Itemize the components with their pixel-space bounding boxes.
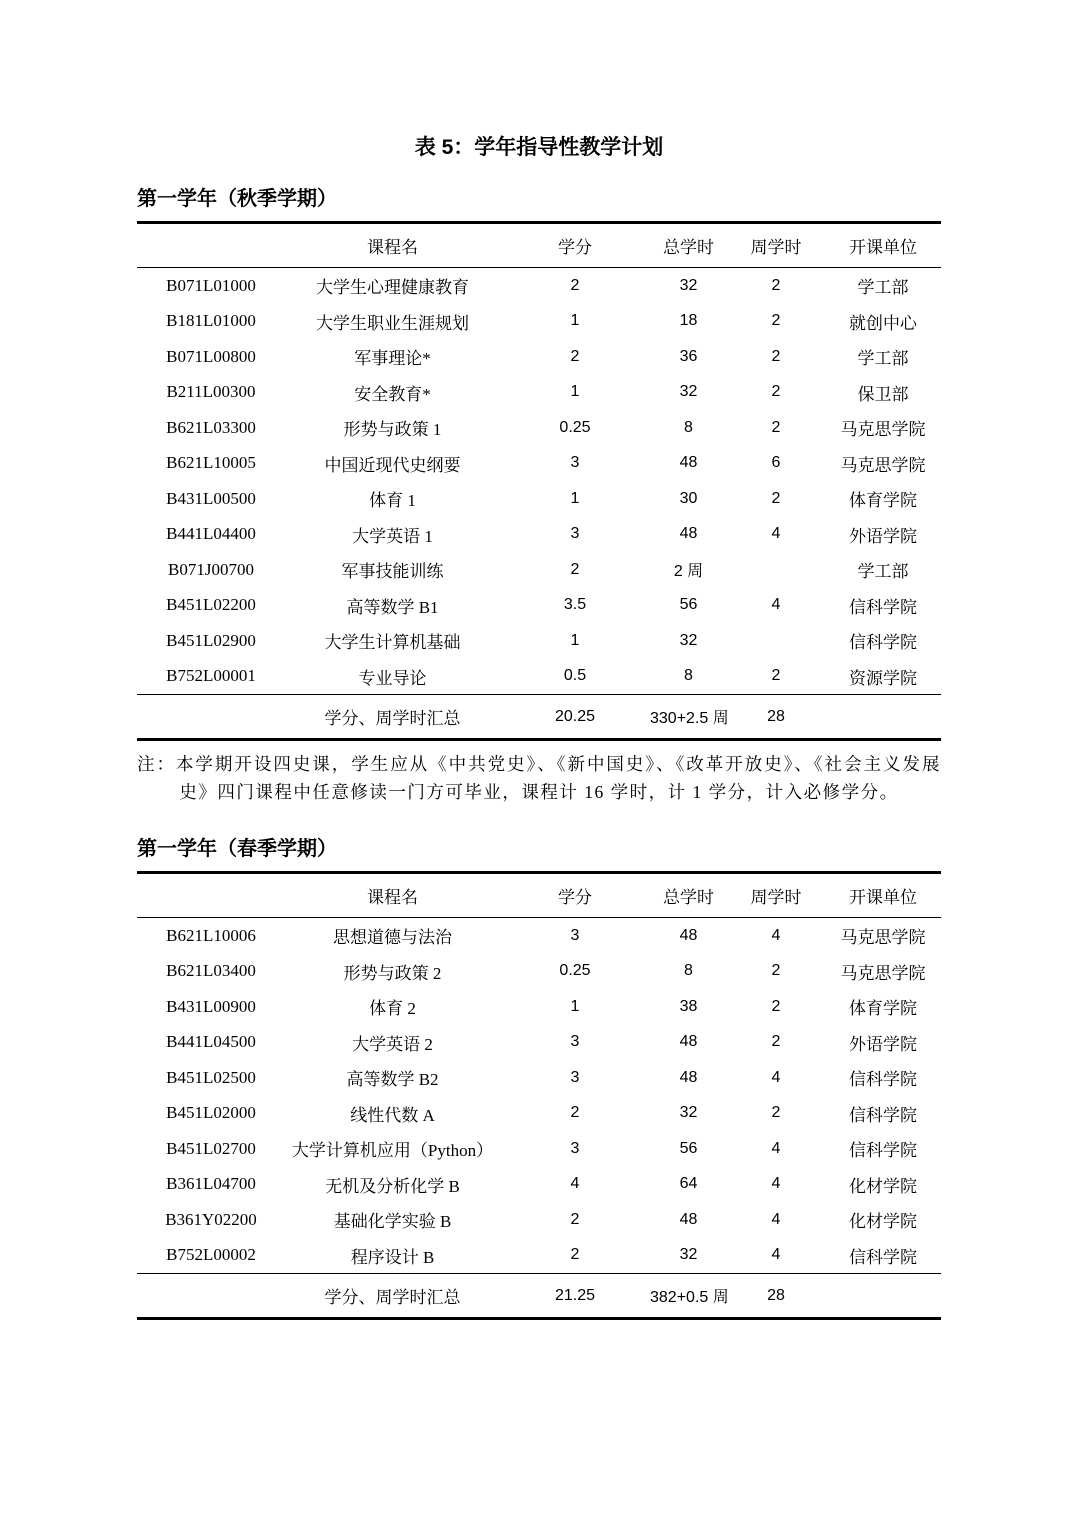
summary-weekly-hours: 28 [727, 695, 825, 740]
cell-weekly-hours: 2 [771, 1033, 781, 1051]
cell-course-name: 大学英语 1 [352, 526, 433, 546]
cell-total-hours: 32 [679, 276, 698, 294]
cell-course-name: 专业导论 [358, 668, 427, 688]
cell-unit: 马克思学院 [840, 928, 926, 948]
cell-credits: 4 [570, 1175, 580, 1193]
cell-credits: 1 [570, 631, 580, 649]
cell-course-name: 程序设计 B [350, 1247, 435, 1267]
summary-total-hours: 330+2.5 周 [650, 695, 727, 740]
course-row [137, 446, 941, 482]
cell-weekly-hours: 4 [771, 525, 781, 543]
summary-row [137, 695, 941, 740]
course-row [137, 954, 941, 990]
cell-unit: 信科学院 [849, 633, 917, 653]
cell-total-hours: 48 [679, 1033, 698, 1051]
course-row [137, 1167, 941, 1203]
course-row [137, 517, 941, 553]
cell-weekly-hours: 6 [771, 454, 781, 472]
cell-course-name: 大学生职业生涯规划 [316, 313, 469, 333]
col-header-unit: 开课单位 [825, 873, 941, 918]
cell-course-name: 基础化学实验 B [333, 1212, 452, 1232]
cell-total-hours: 8 [684, 667, 693, 685]
cell-course-name: 大学生计算机基础 [324, 633, 461, 653]
cell-course-name: 大学计算机应用（Python） [291, 1141, 494, 1161]
cell-weekly-hours: 4 [771, 596, 781, 614]
cell-course-name: 体育 2 [369, 999, 416, 1019]
cell-unit: 信科学院 [849, 1105, 917, 1125]
cell-unit: 学工部 [857, 562, 909, 582]
cell-weekly-hours: 2 [771, 962, 781, 980]
cell-credits: 3 [570, 926, 580, 944]
cell-weekly-hours: 2 [771, 1104, 781, 1122]
cell-weekly-hours: 2 [771, 276, 781, 294]
cell-credits: 2 [570, 1210, 580, 1228]
note-text: 注：本学期开设四史课，学生应从《中共党史》、《新中国史》、《改革开放史》、《社会主义发展史》四门课程中任意修读一门方可毕业，课程计 16 学时，计 1 学分，计入必修学分。 [137, 754, 941, 802]
cell-credits: 3 [570, 1139, 580, 1157]
course-row [137, 1025, 941, 1061]
cell-course-name: 无机及分析化学 B [325, 1176, 460, 1196]
cell-course-code: B441L04400 [166, 524, 256, 544]
document-content [137, 0, 941, 1320]
cell-weekly-hours [727, 623, 825, 659]
col-header-weekly-hours: 周学时 [727, 223, 825, 268]
cell-course-name: 军事技能训练 [341, 562, 444, 582]
cell-course-code: B071J00700 [168, 559, 254, 579]
cell-credits: 1 [570, 997, 580, 1015]
table-header-row [137, 223, 941, 268]
cell-total-hours: 48 [679, 1210, 698, 1228]
col-header-course-name: 课程名 [285, 873, 500, 918]
spring-semester-table [137, 871, 941, 1320]
summary-label: 学分、周学时汇总 [285, 695, 500, 740]
summary-empty-cell [825, 1274, 941, 1319]
cell-total-hours: 64 [679, 1175, 698, 1193]
cell-total-hours: 38 [679, 997, 698, 1015]
cell-course-name: 高等数学 B2 [346, 1070, 439, 1090]
cell-credits: 0.25 [559, 962, 591, 980]
summary-empty-cell [137, 695, 285, 740]
cell-unit: 马克思学院 [840, 963, 926, 983]
col-header-credits: 学分 [500, 873, 650, 918]
summary-empty-cell [137, 1274, 285, 1319]
cell-course-name: 安全教育* [354, 384, 431, 404]
cell-weekly-hours: 2 [771, 312, 781, 330]
course-row [137, 410, 941, 446]
col-header-course-name: 课程名 [285, 223, 500, 268]
summary-label: 学分、周学时汇总 [285, 1274, 500, 1319]
cell-unit: 马克思学院 [840, 455, 926, 475]
cell-course-code: B621L10005 [166, 453, 256, 473]
cell-credits: 3 [570, 1068, 580, 1086]
cell-weekly-hours [727, 552, 825, 588]
cell-weekly-hours: 4 [771, 926, 781, 944]
cell-course-code: B621L03400 [166, 961, 256, 981]
col-header-unit: 开课单位 [825, 223, 941, 268]
course-row [137, 1096, 941, 1132]
cell-total-hours: 8 [684, 962, 693, 980]
cell-credits: 2 [570, 560, 580, 578]
cell-weekly-hours: 2 [771, 997, 781, 1015]
summary-total-hours: 382+0.5 周 [650, 1274, 727, 1319]
fall-semester-table [137, 221, 941, 741]
course-row [137, 1131, 941, 1167]
course-row [137, 659, 941, 695]
table-header-row [137, 873, 941, 918]
course-row [137, 268, 941, 304]
cell-total-hours: 30 [679, 489, 698, 507]
summary-row [137, 1274, 941, 1319]
summary-credits: 21.25 [500, 1274, 650, 1319]
course-row [137, 588, 941, 624]
cell-credits: 1 [570, 383, 580, 401]
cell-course-code: B361L04700 [166, 1174, 256, 1194]
cell-total-hours: 18 [679, 312, 698, 330]
course-row [137, 623, 941, 659]
cell-course-name: 思想道德与法治 [333, 928, 452, 948]
cell-total-hours: 48 [679, 1068, 698, 1086]
cell-weekly-hours: 4 [771, 1175, 781, 1193]
cell-course-code: B752L00001 [166, 666, 256, 686]
cell-unit: 外语学院 [849, 1034, 917, 1054]
cell-weekly-hours: 4 [771, 1068, 781, 1086]
cell-credits: 1 [570, 312, 580, 330]
cell-course-code: B451L02000 [166, 1103, 256, 1123]
cell-credits: 3 [570, 525, 580, 543]
cell-unit: 化材学院 [849, 1176, 917, 1196]
cell-course-code: B181L01000 [166, 311, 256, 331]
cell-weekly-hours: 4 [771, 1139, 781, 1157]
cell-weekly-hours: 4 [771, 1246, 781, 1264]
cell-weekly-hours: 2 [771, 489, 781, 507]
cell-course-name: 体育 1 [369, 491, 416, 511]
cell-course-code: B752L00002 [166, 1245, 256, 1265]
cell-unit: 体育学院 [849, 999, 917, 1019]
cell-credits: 3 [570, 1033, 580, 1051]
col-header-total-hours: 总学时 [650, 223, 727, 268]
cell-course-code: B211L00300 [166, 382, 256, 402]
course-row [137, 1202, 941, 1238]
cell-credits: 2 [570, 1246, 580, 1264]
cell-course-code: B451L02900 [166, 630, 256, 650]
cell-total-hours: 56 [679, 1139, 698, 1157]
cell-course-name: 大学生心理健康教育 [316, 278, 469, 298]
cell-credits: 1 [570, 489, 580, 507]
cell-credits: 2 [570, 276, 580, 294]
cell-weekly-hours: 2 [771, 347, 781, 365]
course-row [137, 1238, 941, 1274]
cell-course-name: 形势与政策 2 [343, 963, 442, 983]
cell-unit: 保卫部 [857, 384, 909, 404]
course-row [137, 304, 941, 340]
cell-total-hours: 36 [679, 347, 698, 365]
cell-unit: 信科学院 [849, 1247, 917, 1267]
cell-course-code: B071L01000 [166, 275, 256, 295]
course-row [137, 918, 941, 954]
cell-course-code: B431L00900 [166, 996, 256, 1016]
col-header-code [137, 873, 285, 918]
cell-weekly-hours: 2 [771, 418, 781, 436]
cell-course-code: B451L02500 [166, 1067, 256, 1087]
cell-unit: 学工部 [857, 349, 909, 369]
cell-course-name: 线性代数 A [350, 1105, 435, 1125]
section-heading-fall: 第一学年（秋季学期） [137, 188, 337, 210]
cell-unit: 体育学院 [849, 491, 917, 511]
cell-weekly-hours: 4 [771, 1210, 781, 1228]
cell-course-name: 形势与政策 1 [343, 420, 442, 440]
summary-weekly-hours: 28 [727, 1274, 825, 1319]
course-row [137, 339, 941, 375]
cell-course-name: 大学英语 2 [352, 1034, 433, 1054]
col-header-weekly-hours: 周学时 [727, 873, 825, 918]
cell-course-code: B361Y02200 [165, 1209, 257, 1229]
summary-credits: 20.25 [500, 695, 650, 740]
course-row [137, 552, 941, 588]
cell-weekly-hours: 2 [771, 383, 781, 401]
cell-credits: 3.5 [563, 596, 587, 614]
cell-course-name: 中国近现代史纲要 [324, 455, 461, 475]
cell-total-hours: 2 周 [673, 563, 704, 581]
cell-course-code: B451L02200 [166, 595, 256, 615]
cell-unit: 外语学院 [849, 526, 917, 546]
cell-course-code: B441L04500 [166, 1032, 256, 1052]
cell-unit: 信科学院 [849, 1141, 917, 1161]
summary-empty-cell [825, 695, 941, 740]
course-row [137, 375, 941, 411]
cell-unit: 学工部 [857, 278, 909, 298]
course-row [137, 989, 941, 1025]
cell-course-code: B071L00800 [166, 346, 256, 366]
cell-total-hours: 32 [679, 1104, 698, 1122]
course-row [137, 1060, 941, 1096]
cell-total-hours: 32 [679, 1246, 698, 1264]
cell-total-hours: 32 [679, 383, 698, 401]
cell-course-code: B621L10006 [166, 925, 256, 945]
cell-credits: 0.5 [563, 667, 587, 685]
cell-unit: 信科学院 [849, 597, 917, 617]
cell-total-hours: 32 [679, 631, 698, 649]
col-header-code [137, 223, 285, 268]
cell-course-name: 军事理论* [354, 349, 431, 369]
cell-credits: 0.25 [559, 418, 591, 436]
course-row [137, 481, 941, 517]
cell-course-name: 高等数学 B1 [346, 597, 439, 617]
cell-total-hours: 8 [684, 418, 693, 436]
cell-credits: 2 [570, 347, 580, 365]
cell-unit: 马克思学院 [840, 420, 926, 440]
cell-total-hours: 48 [679, 454, 698, 472]
cell-credits: 3 [570, 454, 580, 472]
cell-weekly-hours: 2 [771, 667, 781, 685]
col-header-total-hours: 总学时 [650, 873, 727, 918]
document-title: 表 5：学年指导性教学计划 [414, 136, 664, 159]
cell-unit: 资源学院 [849, 668, 917, 688]
cell-unit: 化材学院 [849, 1212, 917, 1232]
cell-total-hours: 48 [679, 525, 698, 543]
cell-total-hours: 48 [679, 926, 698, 944]
cell-course-code: B621L03300 [166, 417, 256, 437]
cell-credits: 2 [570, 1104, 580, 1122]
cell-course-code: B431L00500 [166, 488, 256, 508]
cell-unit: 信科学院 [849, 1070, 917, 1090]
cell-unit: 就创中心 [849, 313, 917, 333]
cell-course-code: B451L02700 [166, 1138, 256, 1158]
section-heading-spring: 第一学年（春季学期） [137, 838, 337, 860]
cell-total-hours: 56 [679, 596, 698, 614]
col-header-credits: 学分 [500, 223, 650, 268]
